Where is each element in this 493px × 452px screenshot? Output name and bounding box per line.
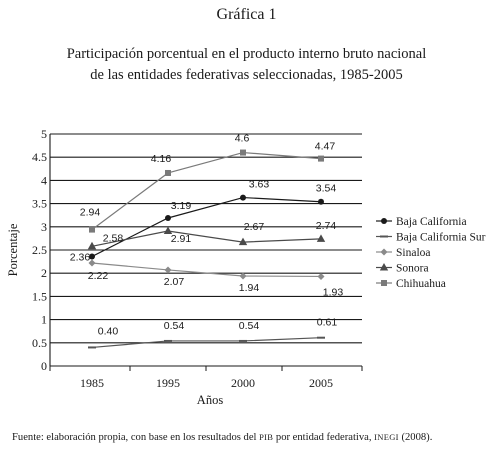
y-tick-label: 0.5	[32, 335, 47, 350]
legend-label: Sinaloa	[396, 247, 431, 259]
chart-title-line-1: Participación porcentual en el producto interno bruto nacional	[66, 46, 427, 62]
legend-label: Chihuahua	[396, 278, 446, 290]
y-tick-label: 3.5	[32, 196, 47, 211]
data-label: 0.54	[238, 319, 260, 332]
series-line	[92, 153, 321, 230]
legend-marker	[381, 218, 387, 224]
y-tick-label: 3	[41, 219, 47, 234]
data-label: 1.93	[322, 286, 344, 299]
legend	[376, 216, 486, 290]
data-label: 0.54	[163, 319, 185, 332]
data-label: 4.47	[314, 140, 336, 153]
x-tick-label: 1985	[80, 376, 104, 390]
legend-label: Sonora	[396, 262, 429, 275]
data-point	[318, 273, 325, 280]
y-tick-label: 1.5	[32, 289, 47, 304]
source-note	[12, 432, 432, 443]
source-suffix: (2008).	[398, 432, 433, 443]
legend-label: Baja California Sur	[396, 231, 486, 244]
data-label: 2.22	[87, 269, 109, 282]
legend-marker	[380, 263, 388, 271]
y-tick-label: 2	[41, 266, 47, 281]
data-label: 3.19	[170, 199, 192, 212]
chart-title-line-2: de las entidades federativas seleccionadas, 1985-2005	[90, 67, 403, 83]
data-point	[318, 156, 324, 162]
series-line	[92, 263, 321, 276]
y-tick-label: 1	[41, 312, 47, 327]
y-axis-title: Porcentaje	[6, 223, 20, 277]
data-label: 3.63	[248, 178, 270, 191]
y-tick-label: 2.5	[32, 243, 47, 257]
data-point	[165, 215, 171, 221]
y-tick-label: 0	[41, 359, 47, 373]
data-label: 0.61	[316, 316, 338, 329]
data-label: 2.58	[102, 232, 124, 245]
data-label: 0.40	[97, 325, 119, 338]
data-label: 2.74	[315, 219, 337, 232]
x-tick-label: 2000	[231, 376, 255, 390]
series-sinaloa	[88, 259, 344, 298]
x-axis-title: Años	[196, 393, 224, 407]
data-point	[165, 170, 171, 176]
series-sonora	[88, 220, 337, 249]
source-prefix: Fuente: elaboración propia, con base en los resultados del	[12, 432, 260, 443]
data-point	[165, 266, 172, 273]
x-tick-label: 1995	[156, 376, 180, 390]
data-point	[240, 150, 246, 156]
series-chihuahua	[80, 133, 336, 233]
source-inegi: INEGI	[374, 432, 399, 442]
y-tick-label: 4	[41, 173, 47, 188]
data-label: 2.67	[243, 221, 265, 234]
legend-marker	[381, 280, 387, 286]
legend-marker	[381, 249, 388, 256]
data-point	[240, 195, 246, 201]
y-tick-label: 5	[41, 127, 47, 141]
series-baja-california	[70, 179, 337, 264]
data-label: 2.36	[69, 251, 91, 264]
data-point	[317, 234, 325, 242]
data-label: 1.94	[238, 281, 260, 294]
source-middle: por entidad federativa,	[273, 432, 375, 443]
source-pib: PIB	[259, 432, 274, 442]
data-label: 3.54	[315, 182, 337, 195]
x-tick-label: 2005	[309, 376, 333, 390]
data-point	[318, 199, 324, 205]
y-tick-label: 4.5	[32, 150, 47, 165]
data-point	[89, 227, 95, 233]
data-label: 2.07	[163, 275, 185, 288]
data-label: 2.94	[79, 206, 101, 219]
figure-label: Gráfica 1	[216, 6, 277, 23]
legend-label: Baja California	[396, 216, 467, 228]
data-label: 4.16	[150, 152, 172, 165]
data-label: 4.6	[234, 132, 250, 145]
data-label: 2.91	[170, 232, 192, 245]
